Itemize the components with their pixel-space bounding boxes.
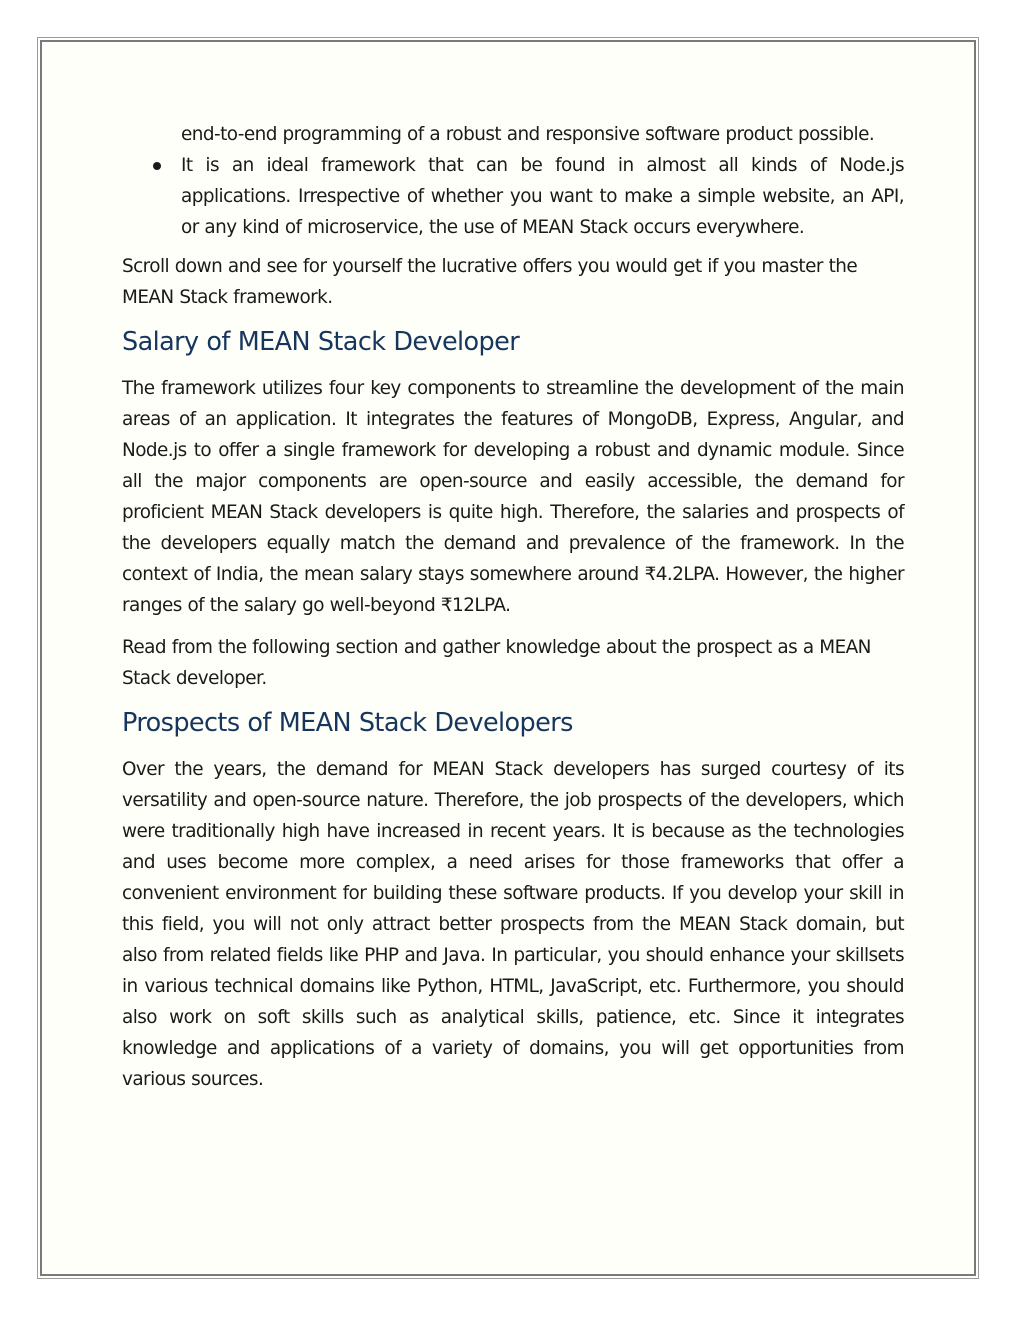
list-item-text: It is an ideal framework that can be found in almost all kinds of Node.js applications. Irrespective of whether you want to make a simple website, an API, or any kind of microservice, the use of MEAN Stack occurs everywhere. <box>181 155 904 238</box>
page-content <box>122 119 904 1106</box>
salary-paragraph: The framework utilizes four key components to streamline the development of the main areas of an application. It integrates the features of MongoDB, Express, Angular, and Node.js to offer a single framework for developing a robust and dynamic module. Since all the major components are open-source and easily accessible, the demand for proficient MEAN Stack developers is quite high. Therefore, the salaries and prospects of the developers equally match the demand and prevalence of the framework. In the context of India, the mean salary stays somewhere around ₹4.2LPA. However, the higher ranges of the salary go well-beyond ₹12LPA. <box>122 378 904 616</box>
section-heading-salary: Salary of MEAN Stack Developer <box>122 327 520 357</box>
salary-followup-paragraph: Read from the following section and gather knowledge about the prospect as a MEAN Stack developer. <box>122 637 871 689</box>
list-item-text: end-to-end programming of a robust and responsive software product possible. <box>181 124 875 145</box>
document-page <box>40 40 976 1276</box>
prospects-paragraph: Over the years, the demand for MEAN Stack developers has surged courtesy of its versatility and open-source nature. Therefore, the job prospects of the developers, which were traditionally high have increased in recent years. It is because as the technologies and uses become more complex, a need arises for those frameworks that offer a convenient environment for building these software products. If you develop your skill in this field, you will not only attract better prospects from the MEAN Stack domain, but also from related fields like PHP and Java. In particular, you should enhance your skillsets in various technical domains like Python, HTML, JavaScript, etc. Furthermore, you should also work on soft skills such as analytical skills, patience, etc. Since it integrates knowledge and applications of a variety of domains, you will get opportunities from various sources. <box>122 759 904 1090</box>
list-item <box>122 150 904 243</box>
bullet-icon <box>153 162 161 170</box>
bullet-list <box>122 119 904 243</box>
section-heading-prospects: Prospects of MEAN Stack Developers <box>122 708 573 738</box>
list-item <box>122 119 904 150</box>
intro-paragraph: Scroll down and see for yourself the lucrative offers you would get if you master the MEAN Stack framework. <box>122 256 858 308</box>
